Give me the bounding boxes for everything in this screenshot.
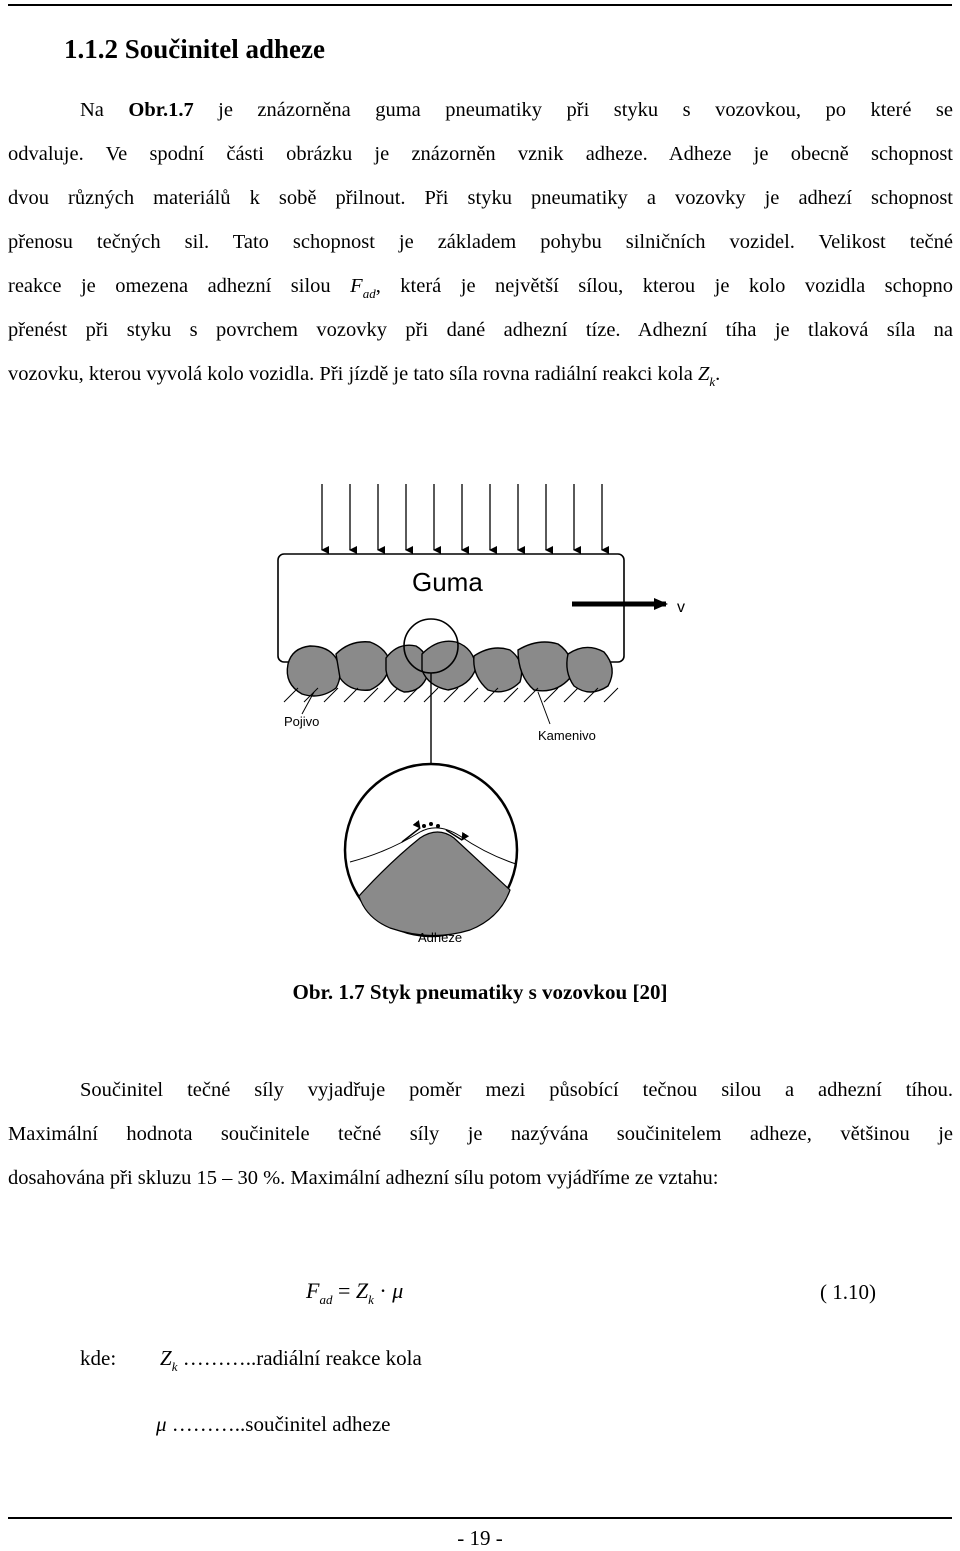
equation: $F_{ad} = Z_k \cdot \mu$: [306, 1278, 404, 1307]
section-heading: 1.1.2 Součinitel adheze: [64, 34, 325, 64]
paragraph-line: dosahována při skluzu 15 – 30 %. Maximální adhezní sílu potom vyjádříme ze vztahu:: [8, 1167, 719, 1189]
label-adheze: Adheze: [418, 930, 463, 945]
label-pojivo: Pojivo: [284, 714, 320, 729]
equation-number: ( 1.10): [820, 1280, 876, 1304]
eq-mu: μ: [392, 1278, 404, 1303]
top-rule: [8, 4, 952, 6]
paragraph-1: [8, 88, 953, 396]
label-v: v: [677, 599, 685, 616]
label-guma: Guma: [412, 567, 483, 597]
definition-mu: μ ………..součinitel adheze: [156, 1412, 391, 1436]
paragraph-line: přenosu tečných sil. Tato schopnost je základem pohybu silničních vozidel. Velikost tečné: [8, 231, 953, 253]
paragraph-line: Na Obr.1.7 je znázorněna guma pneumatiky při styku s vozovkou, po které se: [80, 99, 953, 121]
symbol-z: Z: [697, 363, 710, 385]
zoom-circle-large: [345, 764, 517, 936]
paragraph-line: dvou různých materiálů k sobě přilnout. Při styku pneumatiky a vozovky je adhezí schopnost: [8, 187, 953, 209]
bottom-rule: [8, 1517, 952, 1519]
paragraph-line: přenést při styku s povrchem vozovky při dané adhezní tíze. Adhezní tíha je tlaková síla na: [8, 319, 953, 341]
paragraph-line: odvaluje. Ve spodní části obrázku je znázorněn vznik adheze. Adheze je obecně schopnost: [8, 143, 953, 165]
tire-road-contact-figure: [270, 478, 710, 954]
eq-z: Z: [355, 1278, 369, 1303]
eq-f: F: [306, 1278, 320, 1303]
paragraph-line: reakce je omezena adhezní silou $F_{ad}$, která je největší sílou, kterou je kolo vozidla schopno: [8, 275, 953, 301]
symbol-f: F: [350, 275, 363, 297]
paragraph-line: Součinitel tečné síly vyjadřuje poměr mezi působící tečnou silou a adhezní tíhou.: [80, 1079, 953, 1101]
page-number: - 19 -: [457, 1526, 503, 1550]
load-arrows: [322, 484, 602, 550]
paragraph-line: vozovku, kterou vyvolá kolo vozidla. Při jízdě je tato síla rovna radiální reakci kola $Z_k$.: [8, 363, 721, 389]
kamenivo-leader: [538, 692, 550, 724]
paragraph-line: Maximální hodnota součinitele tečné síly je nazývána součinitelem adheze, většinou je: [8, 1123, 953, 1145]
figure-caption: Obr. 1.7 Styk pneumatiky s vozovkou [20]: [292, 980, 668, 1004]
definition-zk: $Z_k$ ………..radiální reakce kola: [160, 1346, 422, 1374]
paragraph-2: [8, 1068, 953, 1200]
where-label: kde:: [80, 1346, 117, 1370]
label-kamenivo: Kamenivo: [538, 728, 596, 743]
figure-reference: Obr.1.7: [128, 99, 194, 121]
